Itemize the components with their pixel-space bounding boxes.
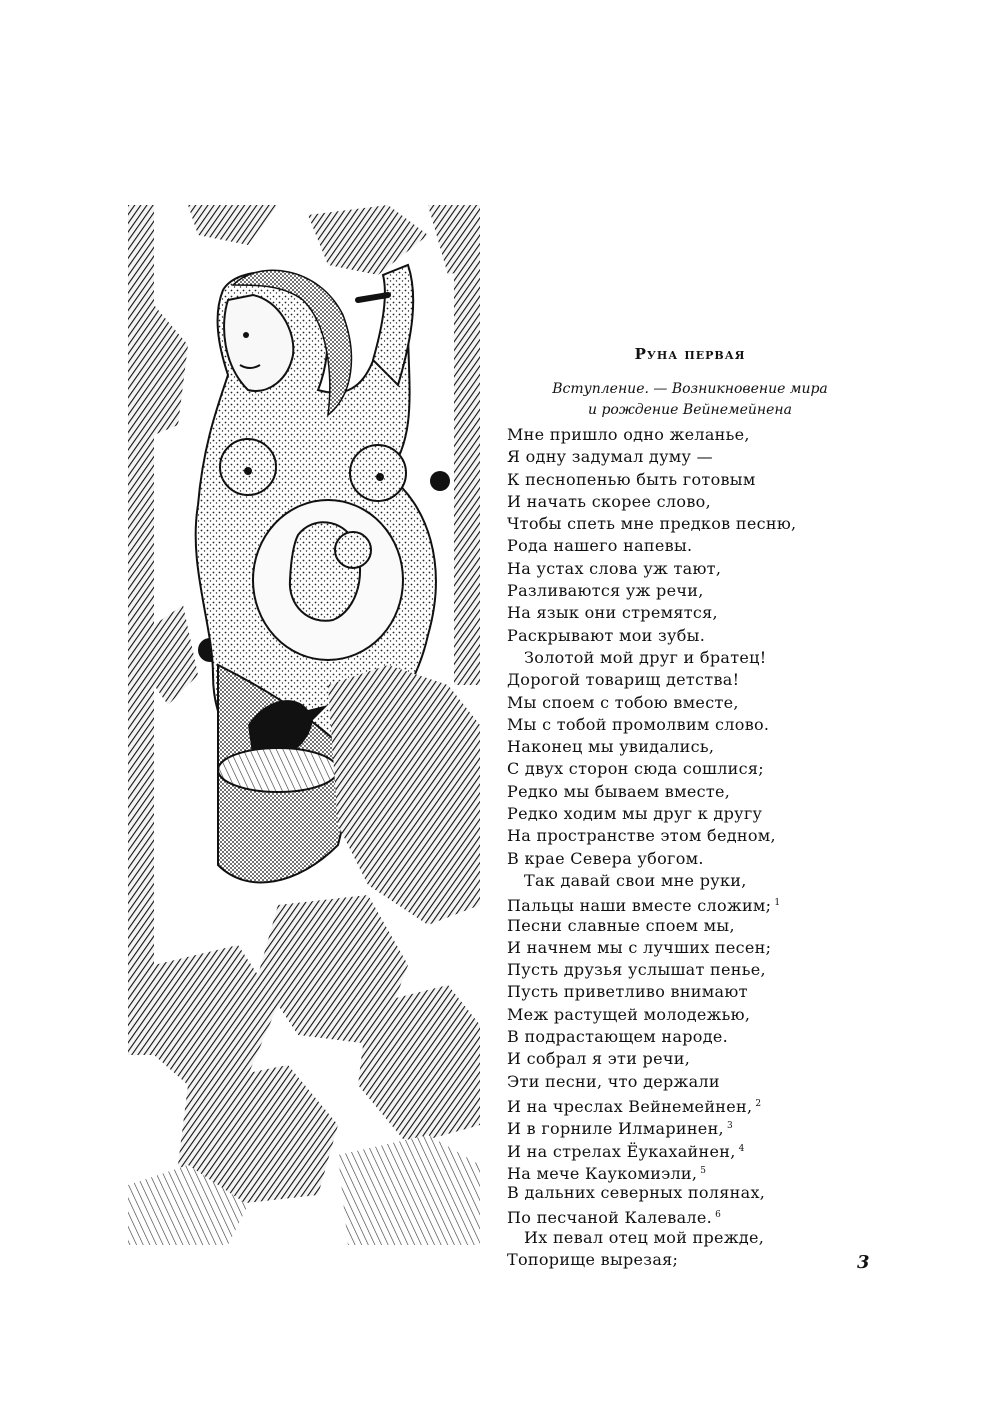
footnote-marker: 4 (738, 1143, 745, 1154)
poem-line: Пусть приветливо внимают (507, 982, 748, 1002)
footnote-marker: 1 (774, 898, 781, 909)
poem-line: Мы с тобой промолвим слово. (507, 714, 770, 734)
rune-subtitle-line-1: Вступление. — Возникновение мира (552, 381, 828, 397)
poem-line: И начнем мы с лучших песен; (507, 937, 772, 957)
footnote-marker: 3 (726, 1121, 733, 1132)
poem-line: Эти песни, что держали (507, 1071, 720, 1091)
poem-line: Чтобы спеть мне предков песню, (507, 514, 797, 534)
poem-line: И начать скорее слово, (507, 491, 711, 511)
poem-line: На мече Каукомиэли, $^5$ (507, 1163, 707, 1183)
poem-line: Золотой мой друг и братец! (524, 647, 767, 667)
poem-line: Я одну задумал думу — (507, 447, 713, 467)
poem-line: Меж растущей молодежью, (507, 1004, 751, 1024)
poem-line: На пространстве этом бедном, (507, 826, 776, 846)
poem-line: Раскрывают мои зубы. (507, 625, 706, 645)
poem-line: Дорогой товарищ детства! (507, 670, 740, 690)
rune-title: Руна первая (634, 345, 746, 363)
rune-subtitle (520, 379, 860, 421)
poem-line: Их певал отец мой прежде, (524, 1227, 765, 1247)
poem-line: Разливаются уж речи, (507, 581, 704, 601)
poem-line: Редко ходим мы друг к другу (507, 804, 763, 824)
poem-text (507, 424, 867, 1271)
poem-line: В крае Севера убогом. (507, 848, 704, 868)
poem-line: С двух сторон сюда сошлися; (507, 759, 764, 779)
poem-line: Топорище вырезая; (507, 1249, 679, 1269)
page-number: 3 (857, 1252, 870, 1273)
poem-line: И в горниле Илмаринен, $^3$ (507, 1119, 733, 1139)
poem-line: И на стрелах Ёукахайнен, $^4$ (507, 1141, 745, 1161)
poem-line: По песчаной Калевале. $^6$ (507, 1208, 722, 1228)
poem-line: Мне пришло одно желанье, (507, 425, 750, 444)
poem-line: Мы споем с тобою вместе, (507, 692, 739, 712)
engraving-illustration (128, 205, 480, 1245)
poem-line: Рода нашего напевы. (507, 536, 693, 556)
poem-line: В подрастающем народе. (507, 1027, 729, 1047)
rune-header (520, 345, 860, 421)
poem-line: Редко мы бываем вместе, (507, 781, 731, 801)
poem-line: Так давай свои мне руки, (524, 870, 747, 890)
poem-line: На устах слова уж тают, (507, 558, 722, 578)
footnote-marker: 6 (715, 1210, 722, 1221)
poem-line: Песни славные споем мы, (507, 915, 735, 935)
poem-line: Пальцы наши вместе сложим; $^1$ (507, 896, 781, 916)
footnote-marker: 5 (700, 1165, 707, 1176)
poem-line: И собрал я эти речи, (507, 1049, 691, 1069)
poem-line: И на чреслах Вейнемейнен, $^2$ (507, 1096, 762, 1116)
footnote-marker: 2 (755, 1098, 762, 1109)
poem-line: В дальних северных полянах, (507, 1183, 766, 1203)
poem-line: На язык они стремятся, (507, 603, 718, 623)
poem-line: К песнопенью быть готовым (507, 469, 756, 489)
poem-line: Пусть друзья услышат пенье, (507, 960, 766, 980)
rune-subtitle-line-2: и рождение Вейнемейнена (588, 402, 792, 418)
poem-line: Наконец мы увидались, (507, 737, 715, 757)
